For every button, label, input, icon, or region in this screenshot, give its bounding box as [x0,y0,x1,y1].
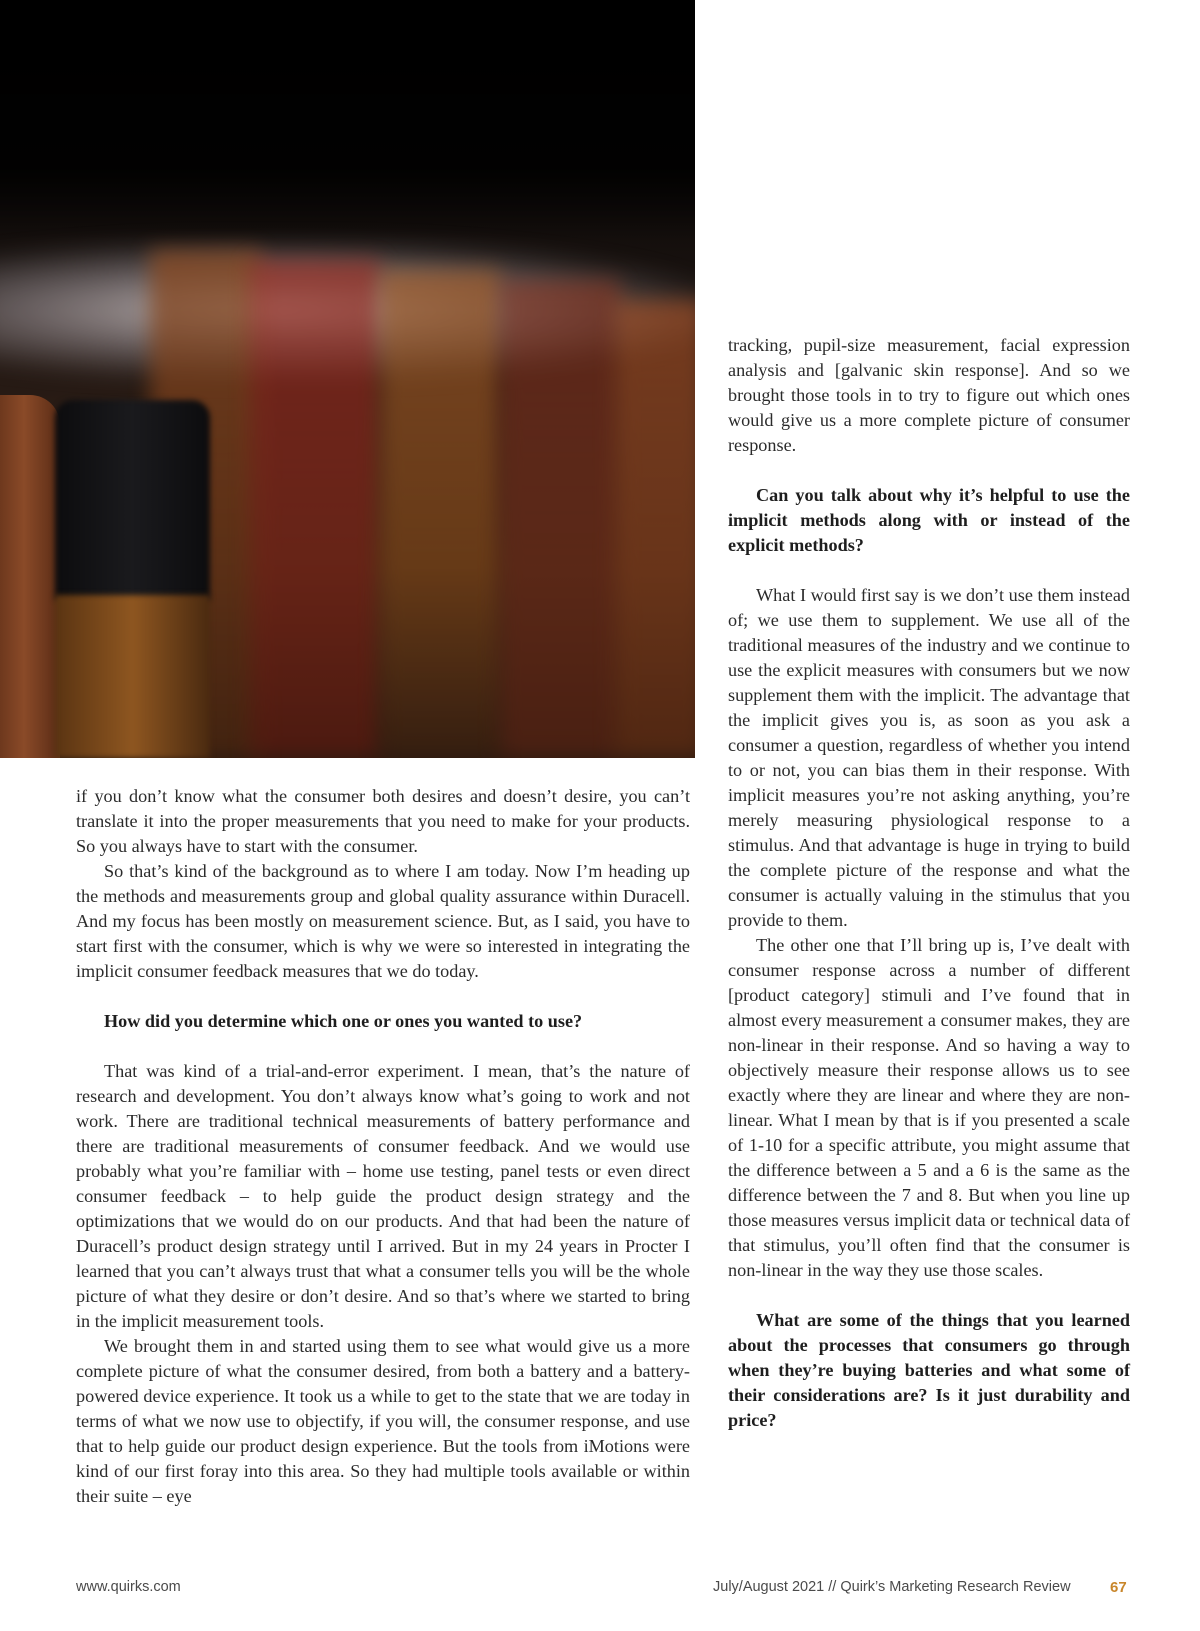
paragraph: So that’s kind of the background as to where I am today. Now I’m heading up the methods and measurements group and global quality assurance within Duracell. And my focus has been mostly on measurement science. But, as I said, you have to start first with the consumer, which is why we were so interested in integrating the implicit consumer feedback measures that we do today. [76,861,690,981]
interview-question: How did you determine which one or ones you wanted to use? [104,1011,583,1031]
interview-question: Can you talk about why it’s helpful to use the implicit methods along with or instead of the explicit methods? [728,485,1130,555]
interview-question: What are some of the things that you learned about the processes that consumers go through when they’re buying batteries and what some of their considerations are? Is it just durability and price? [728,1310,1130,1430]
paragraph: We brought them in and started using them to see what would give us a more complete picture of what the consumer desired, from both a battery and a battery-powered device experience. It took us a while to get to the state that we are today in terms of what we now use to objectify, if you will, the consumer response, and use that to help guide our product design experience. But the tools from iMotions were kind of our first foray into this area. So they had multiple tools available or within their suite – eye [76,1336,690,1506]
page-number: 67 [1110,1579,1127,1596]
footer-issue-label: July/August 2021 // Quirk’s Marketing Research Review [713,1579,1071,1595]
paragraph: if you don’t know what the consumer both desires and doesn’t desire, you can’t translate it into the proper measurements that you need to make for your products. So you always have to start with the consumer. [76,786,690,856]
left-text-column [76,784,690,1509]
paragraph: What I would first say is we don’t use them instead of; we use them to supplement. We use all of the traditional measures of the industry and we continue to use the explicit measures with consumers but we now supplement them with the implicit. The advantage that the implicit gives you is, as soon as you ask a consumer a question, regardless of whether you intend to or not, you can bias them in their response. With implicit measures you’re not asking anything, you’re merely measuring physiological response to a stimulus. And that advantage is huge in trying to build the complete picture of the response and what the consumer is actually valuing in the stimulus that you provide to them. [728,585,1130,930]
battery-photo [0,0,695,758]
paragraph: tracking, pupil-size measurement, facial expression analysis and [galvanic skin response]. And so we brought those tools in to try to figure out which ones would give us a more complete picture of consumer response. [728,335,1130,455]
paragraph: That was kind of a trial-and-error experiment. I mean, that’s the nature of research and development. You don’t always know what’s going to work and not work. There are traditional technical measurements of battery performance and there are traditional measurements of consumer feedback. And we would use probably what you’re familiar with – home use testing, panel tests or even direct consumer feedback – to help guide the product design strategy and the optimizations that we would do on our products. And that had been the nature of Duracell’s product design strategy until I arrived. But in my 24 years in Procter I learned that you can’t always trust that what a consumer tells you will be the whole picture of what they desire or don’t desire. And so that’s where we started to bring in the implicit measurement tools. [76,1061,690,1331]
footer-website-link[interactable]: www.quirks.com [76,1579,181,1595]
right-text-column [728,333,1130,1433]
paragraph: The other one that I’ll bring up is, I’ve dealt with consumer response across a number of different [product category] stimuli and I’ve found that in almost every measurement a consumer makes, they are non-linear in their response. And so having a way to objectively measure their response allows us to see exactly where they are linear and where they are non-linear. What I mean by that is if you presented a scale of 1-10 for a specific attribute, you might assume that the difference between a 5 and a 6 is the same as the difference between the 7 and 8. But when you line up those measures versus implicit data or technical data of that stimulus, you’ll often find that the consumer is non-linear in the way they use those scales. [728,935,1131,1280]
